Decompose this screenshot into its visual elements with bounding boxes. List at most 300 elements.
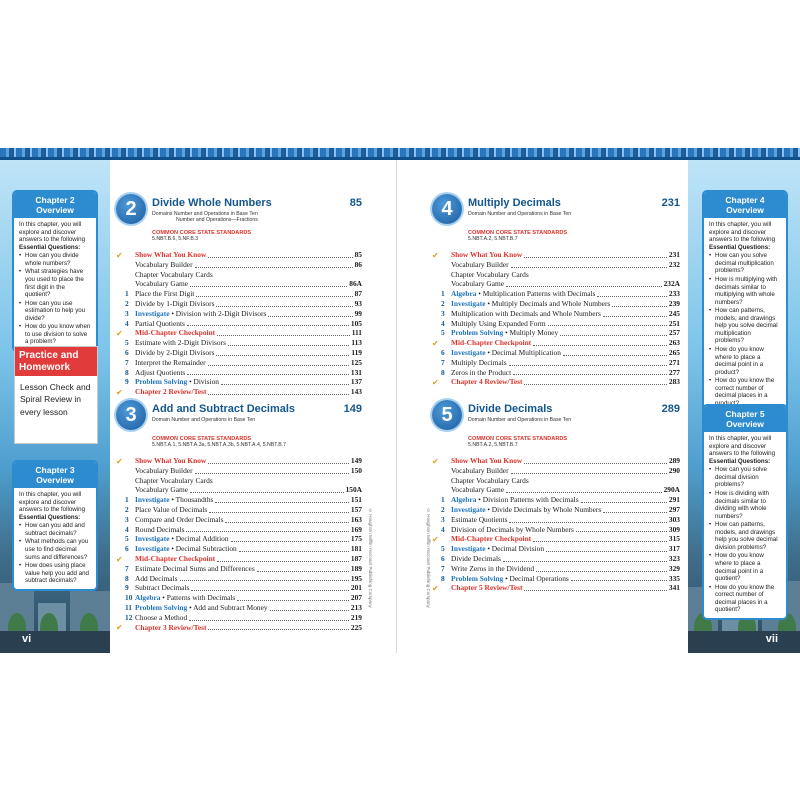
lesson-label: • Patterns with Decimals <box>160 593 236 603</box>
overview-question: • How does using place value help you add and subtract decimals? <box>19 562 91 585</box>
leader-dots <box>548 325 667 326</box>
lesson-number: 4 <box>125 524 129 534</box>
lesson-number: 9 <box>125 377 129 387</box>
leader-dots <box>208 463 349 464</box>
lesson-page: 291 <box>668 495 680 505</box>
lesson-label: Mid-Chapter Checkpoint <box>451 534 532 544</box>
lesson-title <box>451 456 522 466</box>
toc-row[interactable] <box>116 623 362 633</box>
lesson-page: 231 <box>668 250 680 259</box>
lesson-number: 5 <box>125 338 129 348</box>
lesson-label: Chapter Vocabulary Cards <box>135 269 213 279</box>
lesson-label: Show What You Know <box>451 250 523 259</box>
toc-row[interactable] <box>116 368 362 378</box>
lesson-label: • Thousandths <box>169 495 214 505</box>
lesson-label: Divide by 1-Digit Divisors <box>135 298 215 308</box>
toc-row[interactable] <box>116 554 362 564</box>
lesson-page: 309 <box>668 524 680 534</box>
lesson-title <box>135 495 213 505</box>
lesson-label: Vocabulary Game <box>135 485 189 495</box>
lesson-title <box>135 270 213 280</box>
toc-row[interactable] <box>116 260 362 270</box>
leader-dots <box>187 374 349 375</box>
lesson-number: 5 <box>125 534 129 544</box>
overview-title: Chapter 4 Overview <box>704 192 786 218</box>
lesson-tag: Investigate <box>135 495 170 505</box>
lesson-page: 251 <box>668 318 680 328</box>
toc-row[interactable] <box>432 525 680 535</box>
checkmark-icon: ✔ <box>432 456 439 466</box>
lesson-title <box>135 299 214 309</box>
book-spread <box>0 148 800 653</box>
toc-row[interactable] <box>116 289 362 299</box>
leader-dots <box>257 571 349 572</box>
toc-row[interactable] <box>432 250 680 260</box>
toc-row[interactable] <box>116 613 362 623</box>
lesson-page: 257 <box>668 328 680 338</box>
lesson-label: Write Zeros in the Dividend <box>451 563 535 573</box>
lesson-label: Place Value of Decimals <box>135 504 208 514</box>
toc-row[interactable] <box>116 495 362 505</box>
lesson-tag: Problem Solving <box>135 602 188 612</box>
toc-row[interactable] <box>116 309 362 319</box>
leader-dots <box>513 374 667 375</box>
toc-row[interactable] <box>432 328 680 338</box>
overview-question: • What methods can you use to find decimal sums and differences? <box>19 538 91 561</box>
lesson-page: 151 <box>350 495 362 505</box>
lesson-page: 239 <box>668 298 680 308</box>
lesson-label: Vocabulary Game <box>451 485 505 495</box>
lesson-label: • Decimal Operations <box>503 573 569 583</box>
domain-line: Domain Number and Operations in Base Ten <box>468 211 572 217</box>
toc-row[interactable] <box>432 466 680 476</box>
chapter-number-badge: 2 <box>116 194 146 224</box>
lesson-tag: Problem Solving <box>135 377 188 387</box>
leader-dots <box>612 306 667 307</box>
lesson-title <box>135 289 194 299</box>
checkmark-icon: ✔ <box>432 338 439 348</box>
lesson-title <box>451 338 531 348</box>
toc-row[interactable] <box>432 338 680 348</box>
lesson-number: 5 <box>441 328 445 338</box>
checkmark-icon: ✔ <box>116 554 123 564</box>
lesson-number: 8 <box>441 573 445 583</box>
toc-row[interactable] <box>432 564 680 574</box>
checkmark-icon: ✔ <box>432 584 439 594</box>
toc-row[interactable] <box>432 270 680 280</box>
lesson-label: Chapter 2 Review/Test <box>135 387 207 397</box>
lesson-number: 3 <box>441 308 445 318</box>
lesson-title <box>135 260 193 270</box>
toc-row[interactable] <box>116 603 362 613</box>
lesson-title <box>135 603 268 613</box>
lesson-label: • Multiplication Patterns with Decimals <box>476 289 596 299</box>
top-banner <box>0 148 800 160</box>
lesson-label: Vocabulary Builder <box>451 465 509 475</box>
lesson-label: • Division Patterns with Decimals <box>476 495 579 505</box>
overview-question: • How do you know the correct number of decimal places in a <box>709 377 781 407</box>
copyright-right: © Houghton Mifflin Harcourt Publishing Company <box>426 508 431 608</box>
lesson-label: Estimate Decimal Sums and Differences <box>135 563 255 573</box>
lesson-number: 8 <box>125 367 129 377</box>
lesson-page: 329 <box>668 563 680 573</box>
toc-row[interactable] <box>116 250 362 260</box>
lesson-label: Show What You Know <box>135 456 207 465</box>
toc-row[interactable] <box>432 505 680 515</box>
standards-list: 5.NBT.A.2, 5.NBT.B.7 <box>468 442 518 448</box>
toc-row[interactable] <box>116 485 362 495</box>
lesson-page: 341 <box>668 583 680 593</box>
lesson-page: 181 <box>350 544 362 554</box>
practice-title: Practice and Homework <box>15 347 97 376</box>
toc-row[interactable] <box>116 299 362 309</box>
toc-row[interactable] <box>116 456 362 466</box>
overview-title: Chapter 3 Overview <box>14 462 96 488</box>
lesson-title <box>135 525 184 535</box>
toc-row[interactable] <box>432 574 680 584</box>
leader-dots <box>511 267 667 268</box>
lesson-page: 232 <box>668 259 680 269</box>
lesson-label: Chapter 5 Review/Test <box>451 583 523 593</box>
toc-row[interactable] <box>116 466 362 476</box>
lesson-title <box>135 554 215 564</box>
leader-dots <box>208 257 352 258</box>
lesson-title <box>451 564 534 574</box>
lesson-number: 1 <box>441 289 445 299</box>
chapter-number-badge: 3 <box>116 400 146 430</box>
lesson-title <box>451 270 529 280</box>
leader-dots <box>208 394 348 395</box>
lesson-page: 195 <box>350 573 362 583</box>
toc-row[interactable] <box>432 515 680 525</box>
leader-dots <box>576 531 667 532</box>
leader-dots <box>533 345 667 346</box>
lesson-page: 290 <box>668 465 680 475</box>
lesson-page: 290A <box>663 485 680 495</box>
chapter-2-overview <box>12 190 98 352</box>
lesson-page: 111 <box>351 328 362 338</box>
lesson-page: 86 <box>354 259 362 269</box>
lesson-number: 12 <box>125 612 133 622</box>
toc-row[interactable] <box>432 554 680 564</box>
chapter-title[interactable]: Divide Whole Numbers <box>152 197 272 209</box>
lesson-title <box>451 289 595 299</box>
toc-row[interactable] <box>116 476 362 486</box>
standards-list: 5.NBT.A.1, 5.NBT.A.3a, 5.NBT.A.3b, 5.NBT.A.4, 5.NBT.B.7 <box>152 442 287 448</box>
lesson-page: 137 <box>350 377 362 387</box>
lesson-page: 232A <box>663 279 680 289</box>
chapter-title[interactable]: Divide Decimals <box>468 403 553 415</box>
lesson-number: 3 <box>125 308 129 318</box>
checkmark-icon: ✔ <box>432 378 439 388</box>
lesson-title <box>451 476 529 486</box>
lesson-tag: Investigate <box>451 347 486 357</box>
ccss-heading: COMMON CORE STATE STANDARDS <box>468 436 568 442</box>
toc-row[interactable] <box>116 515 362 525</box>
chapter-page: 231 <box>661 197 680 209</box>
lesson-label: Vocabulary Game <box>135 279 189 289</box>
toc-row[interactable] <box>432 485 680 495</box>
toc-row[interactable] <box>116 338 362 348</box>
lesson-page: 105 <box>350 318 362 328</box>
leader-dots <box>524 257 667 258</box>
leader-dots <box>217 561 349 562</box>
lesson-page: 143 <box>350 387 362 397</box>
lesson-number: 6 <box>441 553 445 563</box>
lesson-page: 225 <box>350 622 362 632</box>
lesson-title <box>451 299 610 309</box>
copyright-left: © Houghton Mifflin Harcourt Publishing Company <box>368 508 373 608</box>
toc-row[interactable] <box>116 593 362 603</box>
leader-dots <box>571 580 667 581</box>
toc-row[interactable] <box>432 583 680 593</box>
toc-row[interactable] <box>116 525 362 535</box>
toc-row[interactable] <box>432 319 680 329</box>
page-gutter <box>396 160 397 653</box>
lesson-title <box>451 525 574 535</box>
lesson-page: 213 <box>350 602 362 612</box>
toc-row[interactable] <box>116 583 362 593</box>
lesson-page: 175 <box>350 534 362 544</box>
lesson-page: 265 <box>668 347 680 357</box>
toc-list <box>432 456 680 593</box>
lesson-label: Estimate Quotients <box>451 514 508 524</box>
leader-dots <box>189 620 349 621</box>
chapter-domains <box>152 211 352 223</box>
leader-dots <box>228 345 349 346</box>
lesson-title <box>451 368 511 378</box>
lesson-title <box>451 534 531 544</box>
toc-row[interactable] <box>116 534 362 544</box>
chapter-5-overview <box>702 404 788 620</box>
leader-dots <box>536 571 667 572</box>
lesson-title <box>451 279 504 289</box>
chapter-title[interactable]: Add and Subtract Decimals <box>152 403 296 415</box>
lesson-tag: Investigate <box>451 544 486 554</box>
lesson-title <box>135 534 229 544</box>
practice-homework-box <box>14 346 98 444</box>
chapter-page: 149 <box>343 403 362 415</box>
lesson-title <box>451 554 501 564</box>
toc-row[interactable] <box>432 368 680 378</box>
lesson-title <box>135 485 188 495</box>
toc-row[interactable] <box>432 534 680 544</box>
chapter-title[interactable]: Multiply Decimals <box>468 197 561 209</box>
toc-row[interactable] <box>432 377 680 387</box>
lesson-title <box>135 505 207 515</box>
ccss-heading: COMMON CORE STATE STANDARDS <box>152 230 252 236</box>
lesson-label: Add Decimals <box>135 573 178 583</box>
lesson-number: 8 <box>441 367 445 377</box>
overview-title: Chapter 5 Overview <box>704 406 786 432</box>
lesson-title <box>135 387 206 397</box>
chapter-2-toc <box>116 194 362 397</box>
lesson-title <box>135 319 185 329</box>
overview-question: • How do you know the correct number of decimal places in a quotient? <box>709 584 781 614</box>
lesson-tag: Investigate <box>135 544 170 554</box>
leader-dots <box>509 522 666 523</box>
lesson-page: 87 <box>354 289 362 299</box>
toc-row[interactable] <box>432 456 680 466</box>
lesson-number: 4 <box>441 524 445 534</box>
toc-list <box>432 250 680 387</box>
practice-body: Lesson Check and Spiral Review in every lesson <box>20 382 91 417</box>
lesson-title <box>135 476 213 486</box>
overview-intro: In this chapter, you will explore and discover answers to the following <box>19 221 86 244</box>
overview-eq: Essential Questions: <box>709 457 771 465</box>
overview-question: • How can patterns, models, and drawings help you solve decimal multiplication problems? <box>709 307 781 345</box>
domain-line: Domains Number and Operations in Base Ten <box>152 211 258 217</box>
lesson-title <box>451 348 561 358</box>
lesson-page: 233 <box>668 289 680 299</box>
lesson-tag: Problem Solving <box>451 573 504 583</box>
toc-row[interactable] <box>116 328 362 338</box>
leader-dots <box>231 541 349 542</box>
toc-row[interactable] <box>116 348 362 358</box>
chapter-domains <box>152 417 352 423</box>
lesson-title <box>451 495 579 505</box>
lesson-title <box>135 358 206 368</box>
lesson-number: 9 <box>125 583 129 593</box>
lesson-label: • Divide Decimals by Whole Numbers <box>485 504 602 514</box>
lesson-page: 315 <box>668 534 680 544</box>
lesson-number: 3 <box>441 514 445 524</box>
lesson-label: Divide by 2-Digit Divisors <box>135 347 215 357</box>
toc-row[interactable] <box>432 495 680 505</box>
overview-question: • How can you solve decimal division problems? <box>709 466 781 489</box>
lesson-number: 6 <box>125 347 129 357</box>
checkmark-icon: ✔ <box>116 387 123 397</box>
checkmark-icon: ✔ <box>116 329 123 339</box>
lesson-page: 86A <box>349 279 362 289</box>
lesson-page: 85 <box>354 250 362 259</box>
leader-dots <box>524 463 667 464</box>
checkmark-icon: ✔ <box>432 535 439 545</box>
lesson-number: 3 <box>125 514 129 524</box>
lesson-number: 10 <box>125 593 133 603</box>
leader-dots <box>239 551 349 552</box>
lesson-label: Subtract Decimals <box>135 583 190 593</box>
lesson-page: 271 <box>668 357 680 367</box>
overview-intro: In this chapter, you will explore and discover answers to the following <box>19 491 86 514</box>
lesson-label: Chapter 3 Review/Test <box>135 622 207 632</box>
domain-line: Domain Number and Operations in Base Ten <box>468 417 572 423</box>
lesson-page: 263 <box>668 338 680 348</box>
toc-row[interactable] <box>432 358 680 368</box>
leader-dots <box>208 365 349 366</box>
lesson-label: • Decimal Division <box>485 544 545 554</box>
toc-row[interactable] <box>432 299 680 309</box>
toc-row[interactable] <box>432 348 680 358</box>
toc-row[interactable] <box>116 319 362 329</box>
toc-row[interactable] <box>432 544 680 554</box>
overview-title: Chapter 2 Overview <box>14 192 96 218</box>
lesson-title <box>451 377 522 387</box>
leader-dots <box>503 561 667 562</box>
lesson-tag: Algebra <box>451 495 477 505</box>
chapter-page: 85 <box>349 197 362 209</box>
leader-dots <box>524 384 666 385</box>
lesson-page: 99 <box>354 308 362 318</box>
lesson-title <box>135 328 215 338</box>
overview-intro: In this chapter, you will explore and discover answers to the following <box>709 435 776 458</box>
lesson-title <box>451 583 522 593</box>
lesson-title <box>135 348 214 358</box>
toc-row[interactable] <box>432 309 680 319</box>
toc-row[interactable] <box>116 270 362 280</box>
ccss-heading: COMMON CORE STATE STANDARDS <box>468 230 568 236</box>
leader-dots <box>597 296 666 297</box>
lesson-title <box>451 260 509 270</box>
lesson-number: 1 <box>441 495 445 505</box>
leader-dots <box>190 286 347 287</box>
toc-row[interactable] <box>116 387 362 397</box>
leader-dots <box>237 600 349 601</box>
leader-dots <box>216 306 352 307</box>
lesson-page: 149 <box>350 456 362 465</box>
leader-dots <box>603 316 667 317</box>
lesson-page: 150A <box>345 485 362 495</box>
toc-row[interactable] <box>116 505 362 515</box>
lesson-page: 131 <box>350 367 362 377</box>
toc-row[interactable] <box>116 574 362 584</box>
lesson-title <box>135 574 178 584</box>
toc-list <box>116 250 362 397</box>
chapter-number-badge: 4 <box>432 194 462 224</box>
lesson-label: Place the First Digit <box>135 289 195 299</box>
lesson-label: Vocabulary Builder <box>135 465 193 475</box>
lesson-number: 4 <box>125 318 129 328</box>
lesson-label: Chapter Vocabulary Cards <box>451 269 529 279</box>
lesson-label: Division of Decimals by Whole Numbers <box>451 524 574 534</box>
toc-row[interactable] <box>116 377 362 387</box>
lesson-page: 157 <box>350 504 362 514</box>
lesson-page: 323 <box>668 553 680 563</box>
lesson-page: 150 <box>350 465 362 475</box>
lesson-title <box>451 466 509 476</box>
overview-question: • How do you know when to use division to solve a problem? <box>19 323 91 346</box>
lesson-page: 125 <box>350 357 362 367</box>
lesson-label: • Division <box>187 377 219 387</box>
checkmark-icon: ✔ <box>116 250 123 260</box>
chapter-domains <box>468 417 668 423</box>
lesson-tag: Investigate <box>451 504 486 514</box>
toc-row[interactable] <box>116 544 362 554</box>
left-page-number: vi <box>22 633 32 645</box>
leader-dots <box>191 590 349 591</box>
checkmark-icon: ✔ <box>116 456 123 466</box>
toc-row[interactable] <box>432 260 680 270</box>
leader-dots <box>506 492 662 493</box>
leader-dots <box>270 610 349 611</box>
checkmark-icon: ✔ <box>432 250 439 260</box>
toc-row[interactable] <box>432 476 680 486</box>
toc-row[interactable] <box>116 564 362 574</box>
leader-dots <box>187 325 349 326</box>
lesson-page: 283 <box>668 377 680 387</box>
leader-dots <box>208 629 348 630</box>
toc-row[interactable] <box>116 279 362 289</box>
toc-row[interactable] <box>116 358 362 368</box>
chapter-4-toc <box>432 194 680 387</box>
lesson-number: 1 <box>125 495 129 505</box>
lesson-label: Mid-Chapter Checkpoint <box>135 328 216 338</box>
lesson-title <box>451 250 522 260</box>
toc-row[interactable] <box>432 279 680 289</box>
lesson-label: Chapter Vocabulary Cards <box>451 475 529 485</box>
toc-row[interactable] <box>432 289 680 299</box>
lesson-label: Choose a Method <box>135 612 188 622</box>
